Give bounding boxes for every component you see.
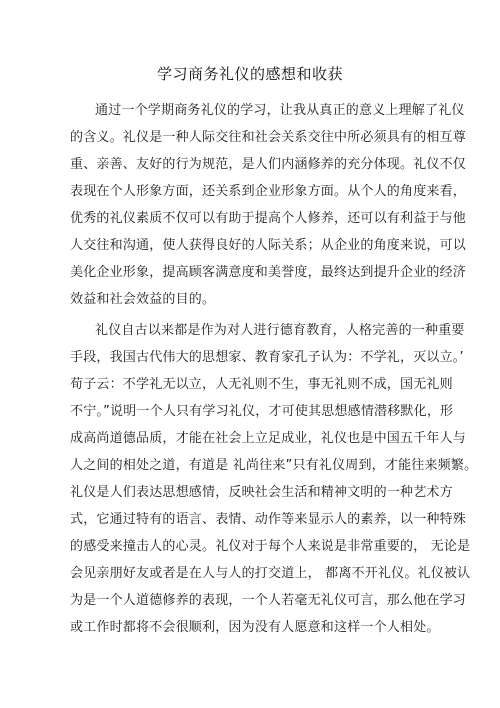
paragraph-2-line-12: 或工作时都将不会很顺利，因为没有人愿意和这样一个人相处。 — [70, 620, 440, 635]
paragraph-1-line-5: 优秀的礼仪素质不仅可以有助于提高个人修养，还可以有利益于与他 — [70, 211, 467, 226]
paragraph-2-line-1: 礼仪自古以来都是作为对人进行德育教育，人格完善的一种重要 — [95, 323, 465, 338]
paragraph-1-line-3: 重、亲善、友好的行为规范，是人们内涵修养的充分体现。礼仪不仅 — [70, 157, 467, 172]
paragraph-2-line-11: 为是一个人道德修养的表现，一个人若毫无礼仪可言，那么他在学习 — [70, 593, 467, 608]
paragraph-2-line-8: 式，它通过特有的语言、表情、动作等来显示人的素养，以一种特殊 — [70, 512, 467, 527]
paragraph-1-line-2: 的含义。礼仪是一种人际交往和社会关系交往中所必须具有的相互尊 — [70, 130, 467, 145]
paragraph-2-line-3: 荀子云：不学礼无以立，人无礼则不生，事无礼则不成，国无礼则 — [70, 377, 453, 392]
paragraph-1-line-1: 通过一个学期商务礼仪的学习，让我从真正的意义上理解了礼仪 — [95, 103, 465, 118]
document-title: 学习商务礼仪的感想和收获 — [156, 65, 343, 83]
paragraph-2-line-7: 礼仪是人们表达思想感情，反映社会生活和精神文明的一种艺术方 — [70, 485, 453, 500]
paragraph-1-line-6: 人交往和沟通，使人获得良好的人际关系；从企业的角度来说，可以 — [70, 238, 467, 253]
paragraph-2-line-10: 会见亲朋好友或者是在人与人的打交道上， 都离不开礼仪。礼仪被认 — [70, 566, 471, 581]
paragraph-2-line-5: 成高尚道德品质，才能在社会上立足成业，礼仪也是中国五千年人与 — [70, 431, 467, 446]
paragraph-2-line-6: 人之间的相处之道，有道是 礼尚往来”只有礼仪周到，才能往来频繁。 — [70, 458, 478, 473]
paragraph-2-line-9: 的感受来撞击人的心灵。礼仪对于每个人来说是非常重要的， 无论是 — [70, 539, 471, 554]
paragraph-1-line-4: 表现在个人形象方面，还关系到企业形象方面。从个人的角度来看， — [70, 184, 467, 199]
paragraph-2-line-4: 不宁。”说明一个人只有学习礼仪，才可使其思想感情潜移默化，形 — [70, 404, 454, 419]
paragraph-1-line-7: 美化企业形象，提高顾客满意度和美誉度，最终达到提升企业的经济 — [70, 265, 467, 280]
paragraph-1-line-8: 效益和社会效益的目的。 — [70, 292, 216, 307]
paragraph-2-line-2: 手段，我国古代伟大的思想家、教育家孔子认为：不学礼，灭以立。’ — [70, 350, 464, 365]
